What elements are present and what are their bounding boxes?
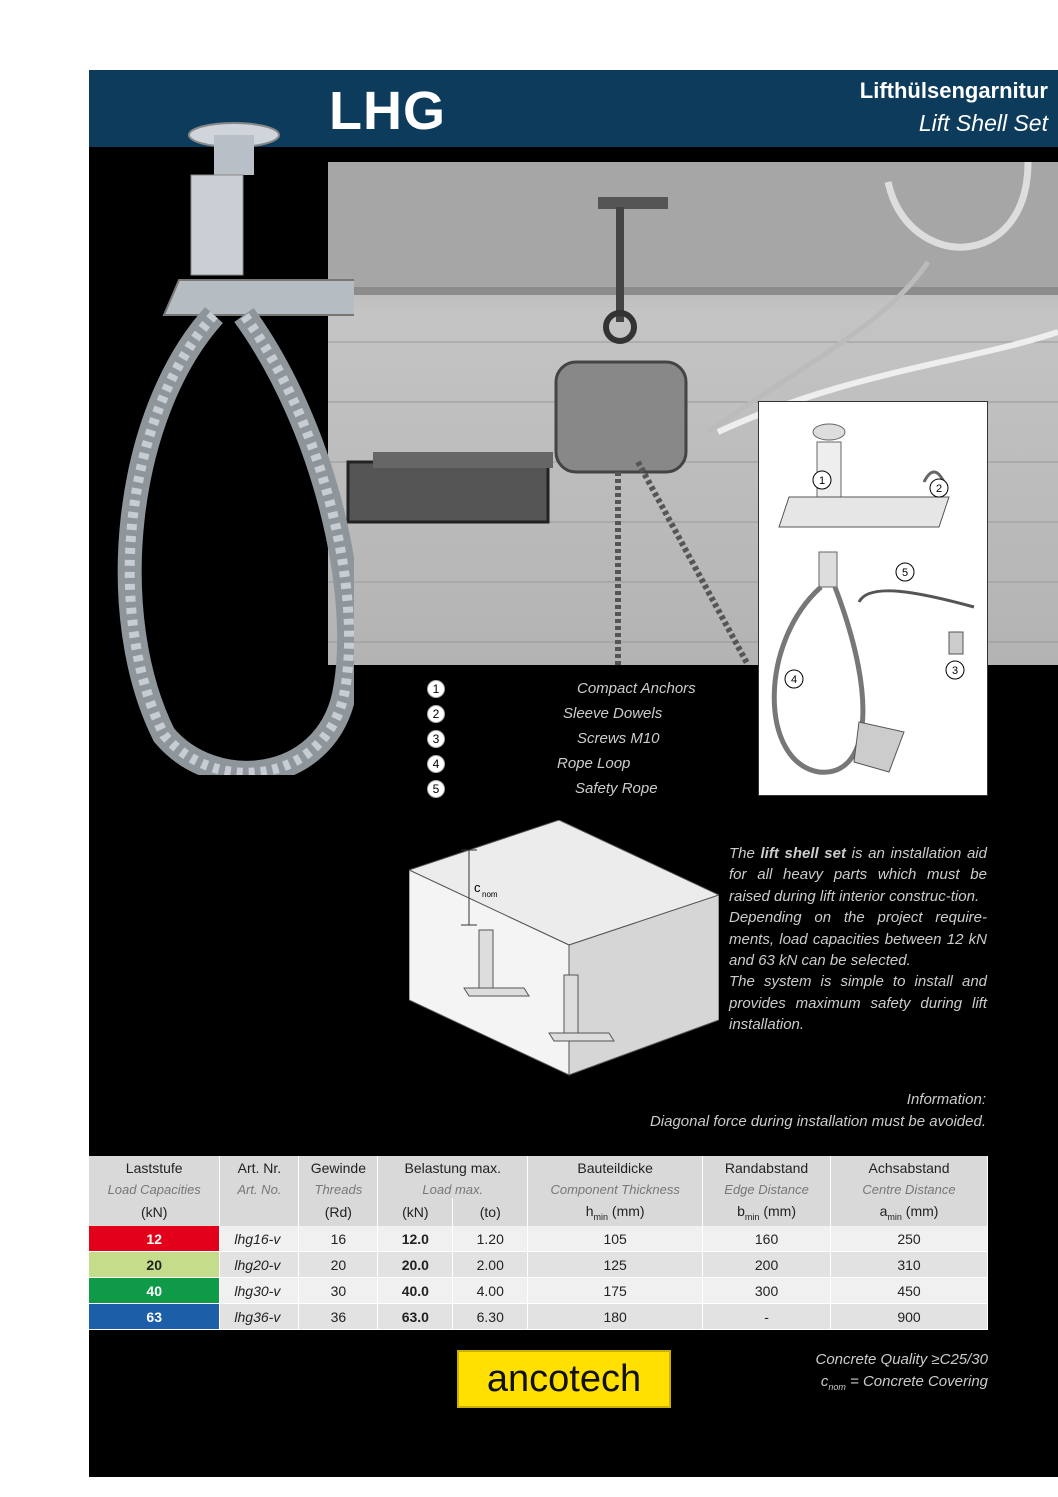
legend-item <box>427 778 727 803</box>
legend-item <box>427 753 727 778</box>
legend-item <box>427 728 727 753</box>
title-english: Lift Shell Set <box>918 110 1048 136</box>
svg-text:5: 5 <box>901 567 909 579</box>
load-level-cell: 20 <box>89 1252 220 1278</box>
cnom-subscript: nom <box>482 890 498 899</box>
concrete-covering-note: $c_{nom}$ = Concrete Covering <box>820 1373 988 1392</box>
table-row: 63 lhg36-v 36 63.0 6.30 180 - 900 <box>89 1304 988 1330</box>
header-art-no: Art. Nr. <box>220 1156 299 1180</box>
legend-number: 1 <box>427 680 445 698</box>
description-paragraph: Depending on the project require-ments, load capacities between 12 kN and 63 kN can be selected. <box>729 909 987 970</box>
load-level-cell: 12 <box>89 1226 220 1252</box>
title-german: Lifthülsengarnitur <box>859 78 1048 103</box>
ancotech-logo: ancotech <box>457 1350 671 1408</box>
concrete-quality-note: Concrete Quality ≥C25/30 <box>815 1351 988 1368</box>
legend-number: 4 <box>427 755 445 773</box>
specification-table: Laststufe Art. Nr. Gewinde Belastung max. Bauteildicke Randabstand Achsabstand Load Capacities Art. No. Threads Load max. Component Thickness Edge Distance Centre Distance (kN) (Rd) (kN) (to) $h_{min}$ (mm) $b_{min}$ (mm) $a_{min}$ (mm) 12 lhg16-v 16 12.0 1.20 105 160 250 20 lhg20-v 20 20.0 2.00 125 200 310 40 lhg30-v 30 40.0 4.00 175 300 450 63 lhg36-v 36 63.0 6.30 180 - 900 <box>89 1156 988 1330</box>
description-bold: lift shell set <box>760 845 846 862</box>
footer-notes <box>816 1349 989 1398</box>
svg-text:1: 1 <box>818 475 826 487</box>
header-centre-distance: Achsabstand <box>831 1156 988 1180</box>
parts-detail-diagram <box>758 401 988 796</box>
article-number: lhg36-v <box>220 1304 299 1330</box>
legend-label: Screws M10 <box>577 730 660 747</box>
table-row: 20 lhg20-v 20 20.0 2.00 125 200 310 <box>89 1252 988 1278</box>
parts-legend <box>427 678 727 803</box>
legend-label: Safety Rope <box>575 780 658 797</box>
legend-item <box>427 678 727 703</box>
svg-text:4: 4 <box>790 674 798 686</box>
article-number: lhg30-v <box>220 1278 299 1304</box>
legend-number: 3 <box>427 730 445 748</box>
article-number: lhg16-v <box>220 1226 299 1252</box>
load-level-cell: 63 <box>89 1304 220 1330</box>
legend-item <box>427 703 727 728</box>
legend-label: Rope Loop <box>557 755 631 772</box>
table-row: 40 lhg30-v 30 40.0 4.00 175 300 450 <box>89 1278 988 1304</box>
table-row: 12 lhg16-v 16 12.0 1.20 105 160 250 <box>89 1226 988 1252</box>
product-code: LHG <box>329 81 446 141</box>
information-title: Information: <box>906 1091 986 1108</box>
information-text: Diagonal force during installation must be avoided. <box>649 1113 986 1130</box>
header-threads: Gewinde <box>299 1156 378 1180</box>
legend-number: 2 <box>427 705 445 723</box>
svg-text:3: 3 <box>951 665 959 677</box>
article-number: lhg20-v <box>220 1252 299 1278</box>
information-note <box>650 1089 986 1133</box>
header-edge-distance: Randabstand <box>703 1156 831 1180</box>
cnom-label: c <box>474 880 481 895</box>
description-paragraph: The system is simple to install and provides maximum safety during lift installation. <box>729 973 987 1034</box>
lift-shell-product-image <box>104 95 354 775</box>
legend-label: Compact Anchors <box>577 680 696 697</box>
header-component-thickness: Bauteildicke <box>528 1156 703 1180</box>
product-description: The lift shell set is an installation aid for all heavy parts which must be raised during lift interior construc-tion. Depending on the project require-ments, load capacities between 12 kN and 63 kN can be selected. The system is simple to install and provides maximum safety during lift installation. <box>729 845 987 1034</box>
header-load-capacities: Laststufe <box>89 1156 220 1180</box>
legend-label: Sleeve Dowels <box>563 705 663 722</box>
svg-text:2: 2 <box>935 483 943 495</box>
legend-number: 5 <box>427 780 445 798</box>
load-level-cell: 40 <box>89 1278 220 1304</box>
header-load-max: Belastung max. <box>378 1156 528 1180</box>
datasheet-page <box>89 70 1058 1477</box>
concrete-covering-diagram <box>409 820 719 1080</box>
